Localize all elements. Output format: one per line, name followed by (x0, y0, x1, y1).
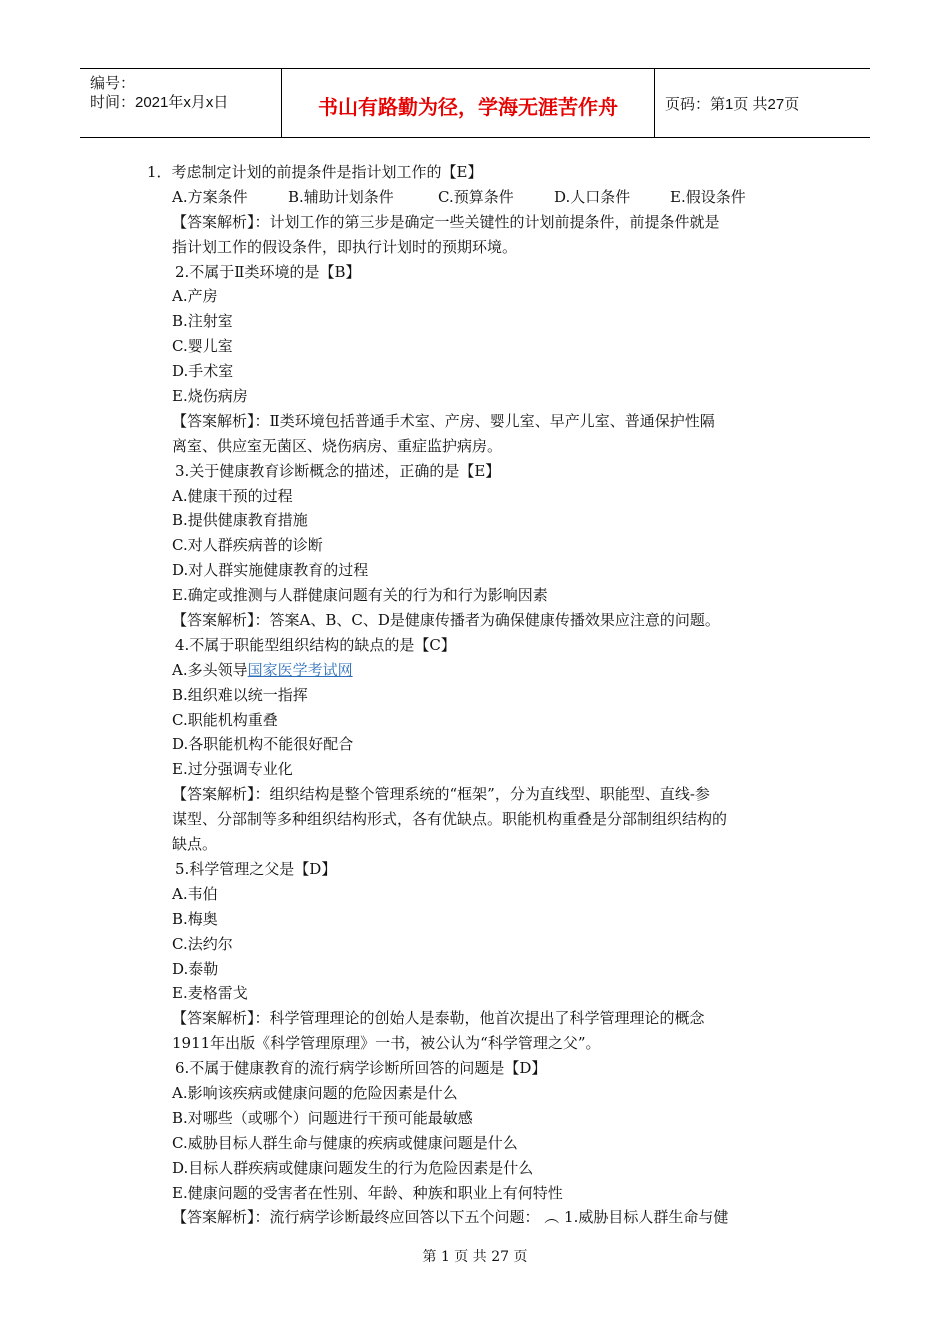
header-page-cell (655, 69, 870, 137)
answer-explanation: 谋型、分部制等多种组织结构形式，各有优缺点。职能机构重叠是分部制组织结构的 (172, 810, 728, 829)
option: E.过分强调专业化 (172, 760, 293, 779)
answer-explanation: 【答案解析】：Ⅱ类环境包括普通手术室、产房、婴儿室、早产儿室、普通保护性隔 (172, 411, 715, 430)
page-indicator: 页码：第1页 共27页 (665, 96, 800, 113)
option: D.对人群实施健康教育的过程 (172, 561, 369, 580)
time-label: 时间：2021年x月x日 (90, 94, 229, 111)
option: B.对哪些（或哪个）问题进行干预可能最敏感 (172, 1108, 473, 1127)
answer-explanation: 离室、供应室无菌区、烧伤病房、重症监护病房。 (172, 436, 503, 455)
option: B.注射室 (172, 312, 233, 331)
option: C.威胁目标人群生命与健康的疾病或健康问题是什么 (172, 1133, 518, 1152)
option: D.人口条件 (554, 187, 631, 206)
option: A.影响该疾病或健康问题的危险因素是什么 (172, 1083, 458, 1102)
option: B.组织难以统一指挥 (172, 685, 308, 704)
option: A.方案条件 (172, 187, 248, 206)
option: D.各职能机构不能很好配合 (172, 735, 354, 754)
header-motto-cell (282, 69, 655, 137)
question-4: 4.不属于职能型组织结构的缺点的是【C】 (175, 635, 456, 654)
number-label: 编号： (90, 75, 136, 92)
question-6: 6.不属于健康教育的流行病学诊断所回答的问题是【D】 (175, 1059, 547, 1078)
option (172, 658, 812, 683)
option: D.目标人群疾病或健康问题发生的行为危险因素是什么 (172, 1158, 534, 1177)
answer-explanation: 【答案解析】：答案A、B、C、D是健康传播者为确保健康传播效果应注意的问题。 (172, 611, 720, 630)
option-text: A.多头领导 (172, 660, 248, 679)
option: A.产房 (172, 287, 218, 306)
option: C.对人群疾病普的诊断 (172, 536, 323, 555)
option: B.提供健康教育措施 (172, 511, 308, 530)
document-body (147, 160, 812, 1230)
option: D.泰勒 (172, 959, 219, 978)
question-2: 2.不属于Ⅱ类环境的是【B】 (175, 262, 361, 281)
answer-explanation: 1911年出版《科学管理原理》一书，被公认为“科学管理之父”。 (172, 1034, 601, 1053)
option: B.辅助计划条件 (288, 187, 394, 206)
answer-explanation: 缺点。 (172, 835, 218, 854)
question-3: 3.关于健康教育诊断概念的描述，正确的是【E】 (175, 461, 501, 480)
option: E.确定或推测与人群健康问题有关的行为和行为影响因素 (172, 586, 548, 605)
option: E.假设条件 (670, 187, 746, 206)
option: A.健康干预的过程 (172, 486, 293, 505)
option: E.烧伤病房 (172, 387, 248, 406)
header-meta-cell (80, 69, 282, 137)
page-footer: 第 1 页 共 27 页 (422, 1249, 528, 1265)
option: C.职能机构重叠 (172, 710, 278, 729)
document-header (80, 68, 870, 138)
question-5: 5.科学管理之父是【D】 (175, 859, 337, 878)
option: B.梅奥 (172, 909, 218, 928)
option: A.韦伯 (172, 884, 218, 903)
option: C.法约尔 (172, 934, 233, 953)
motto: 书山有路勤为径，学海无涯苦作舟 (318, 97, 618, 119)
option: C.婴儿室 (172, 337, 233, 356)
option: C.预算条件 (438, 187, 514, 206)
answer-explanation: 指计划工作的假设条件，即执行计划时的预期环境。 (172, 237, 518, 256)
answer-explanation: 【答案解析】：组织结构是整个管理系统的“框架”，分为直线型、职能型、直线-参 (172, 785, 710, 804)
option: E.健康问题的受害者在性别、年龄、种族和职业上有何特性 (172, 1183, 563, 1202)
option: E.麦格雷戈 (172, 984, 248, 1003)
answer-explanation: 【答案解析】：计划工作的第三步是确定一些关键性的计划前提条件，前提条件就是 (172, 212, 720, 231)
question-1-options (172, 185, 812, 210)
question-1: 1．考虑制定计划的前提条件是指计划工作的【E】 (147, 163, 483, 181)
exam-site-link[interactable]: 国家医学考试网 (247, 660, 353, 679)
answer-explanation: 【答案解析】：流行病学诊断最终应回答以下五个问题： ︵ 1.威胁目标人群生命与健 (172, 1208, 729, 1227)
option: D.手术室 (172, 362, 234, 381)
answer-explanation: 【答案解析】：科学管理理论的创始人是泰勒，他首次提出了科学管理理论的概念 (172, 1009, 705, 1028)
